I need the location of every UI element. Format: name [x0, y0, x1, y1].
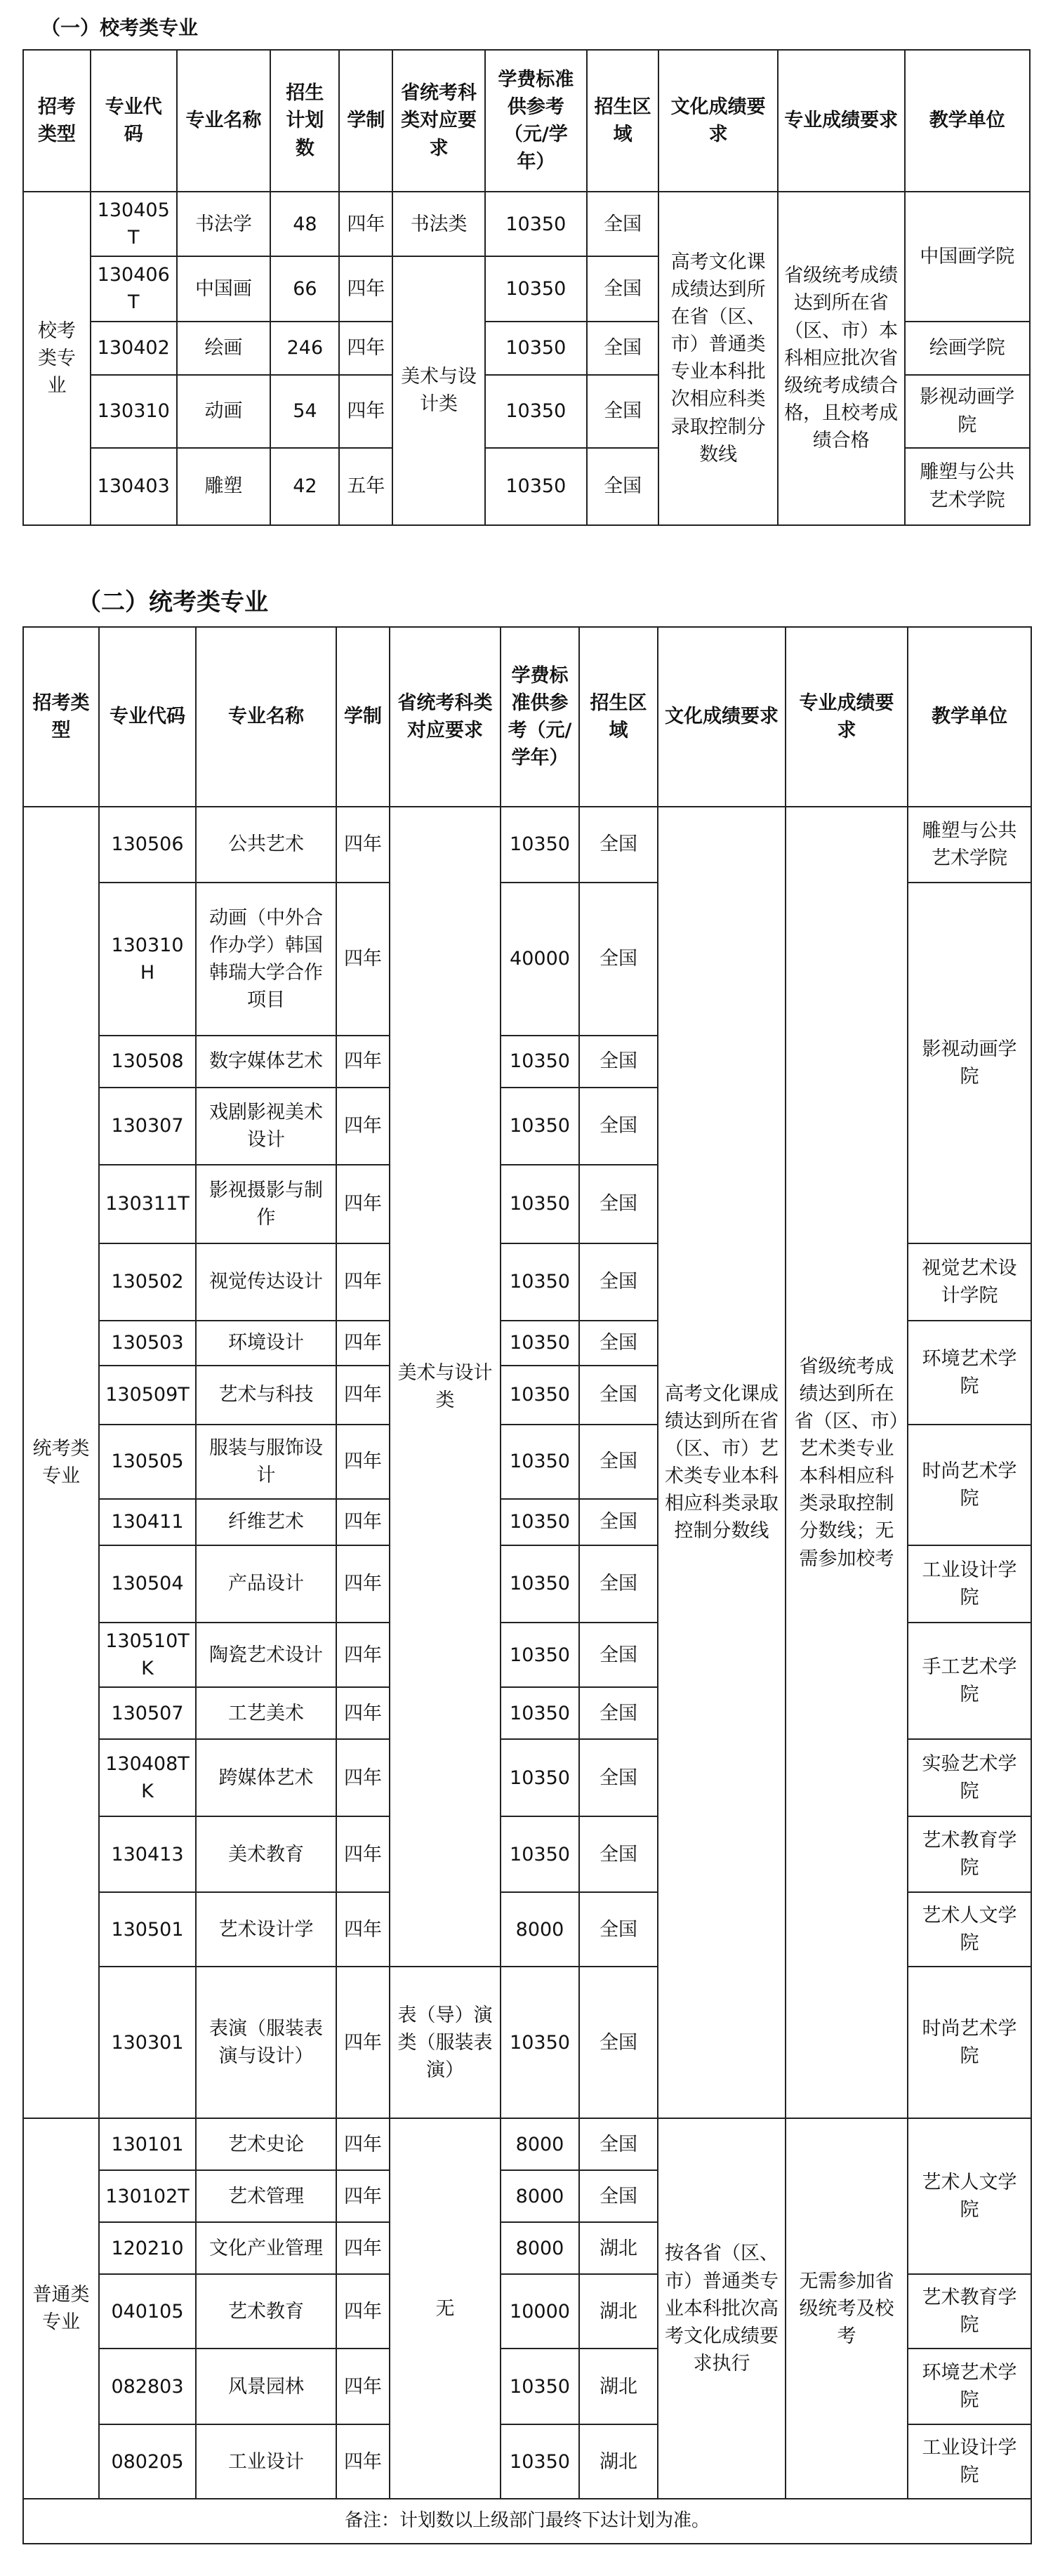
area-cell: 全国 [579, 1321, 658, 1366]
years-cell: 四年 [339, 192, 392, 256]
area-cell: 全国 [587, 375, 659, 448]
fee-cell: 10350 [501, 1623, 579, 1687]
plan-cell: 54 [270, 375, 339, 448]
fee-cell: 8000 [501, 2222, 579, 2274]
unit-cell: 工业设计学院 [908, 2424, 1031, 2499]
col-header: 专业成绩要求 [778, 50, 905, 192]
code-cell: 130510TK [99, 1623, 196, 1687]
area-cell: 全国 [579, 1243, 658, 1321]
fee-cell: 10350 [485, 322, 587, 375]
code-cell: 130411 [99, 1499, 196, 1545]
fee-cell: 10350 [501, 1816, 579, 1892]
years-cell: 四年 [339, 256, 392, 321]
col-header: 专业成绩要求 [786, 627, 908, 807]
header-row [23, 50, 1030, 192]
unit-cell: 雕塑与公共艺术学院 [908, 807, 1031, 883]
code-cell: 130307 [99, 1088, 196, 1165]
fee-cell: 10350 [501, 1425, 579, 1499]
area-cell: 全国 [579, 1545, 658, 1623]
unit-cell: 环境艺术学院 [908, 1321, 1031, 1425]
years-cell: 四年 [336, 2274, 390, 2349]
code-cell: 130405T [91, 192, 177, 256]
group-cell: 校考类专业 [23, 192, 91, 525]
fee-cell: 10350 [501, 1036, 579, 1088]
header-row [23, 627, 1031, 807]
years-cell: 四年 [336, 2170, 390, 2222]
col-header: 专业名称 [177, 50, 271, 192]
name-cell: 书法学 [177, 192, 271, 256]
area-cell: 全国 [579, 807, 658, 883]
years-cell: 四年 [336, 1499, 390, 1545]
name-cell: 跨媒体艺术 [196, 1739, 336, 1816]
unit-cell: 手工艺术学院 [908, 1623, 1031, 1739]
col-header: 专业代码 [99, 627, 196, 807]
area-cell: 全国 [579, 1425, 658, 1499]
note-row [23, 2499, 1031, 2544]
col-header: 招生计划数 [270, 50, 339, 192]
name-cell: 艺术设计学 [196, 1892, 336, 1967]
col-header: 招考类型 [23, 50, 91, 192]
unit-cell: 艺术教育学院 [908, 2274, 1031, 2349]
fee-cell: 40000 [501, 883, 579, 1036]
fee-cell: 10350 [485, 375, 587, 448]
unit-cell: 雕塑与公共艺术学院 [905, 448, 1030, 525]
code-cell: 130504 [99, 1545, 196, 1623]
name-cell: 影视摄影与制作 [196, 1165, 336, 1243]
code-cell: 130509T [99, 1366, 196, 1425]
col-header: 专业代码 [91, 50, 177, 192]
col-header: 教学单位 [908, 627, 1031, 807]
years-cell: 四年 [336, 1165, 390, 1243]
major-req-cell: 无需参加省级统考及校考 [786, 2118, 908, 2499]
unit-cell: 艺术人文学院 [908, 2118, 1031, 2274]
unit-cell: 工业设计学院 [908, 1545, 1031, 1623]
fee-cell: 10000 [501, 2274, 579, 2349]
col-header: 省统考科类对应要求 [392, 50, 485, 192]
area-cell: 全国 [587, 448, 659, 525]
unit-cell: 实验艺术学院 [908, 1739, 1031, 1816]
section-2-title: （二）统考类专业 [77, 588, 268, 616]
area-cell: 全国 [579, 2170, 658, 2222]
code-cell: 130402 [91, 322, 177, 375]
area-cell: 全国 [579, 2118, 658, 2170]
subject-cell: 美术与设计类 [390, 807, 501, 1967]
years-cell: 四年 [336, 1623, 390, 1687]
years-cell: 五年 [339, 448, 392, 525]
unit-cell: 时尚艺术学院 [908, 1425, 1031, 1545]
name-cell: 文化产业管理 [196, 2222, 336, 2274]
code-cell: 130310 [91, 375, 177, 448]
plan-cell: 48 [270, 192, 339, 256]
col-header: 教学单位 [905, 50, 1030, 192]
years-cell: 四年 [336, 1321, 390, 1366]
plan-cell: 66 [270, 256, 339, 321]
years-cell: 四年 [336, 807, 390, 883]
col-header: 文化成绩要求 [658, 627, 786, 807]
years-cell: 四年 [336, 1243, 390, 1321]
col-header: 招考类型 [23, 627, 99, 807]
unit-cell: 视觉艺术设计学院 [908, 1243, 1031, 1321]
fee-cell: 10350 [485, 192, 587, 256]
years-cell: 四年 [339, 322, 392, 375]
area-cell: 全国 [579, 1499, 658, 1545]
name-cell: 纤维艺术 [196, 1499, 336, 1545]
fee-cell: 10350 [501, 1165, 579, 1243]
name-cell: 艺术管理 [196, 2170, 336, 2222]
fee-cell: 10350 [501, 1687, 579, 1739]
col-header: 文化成绩要求 [658, 50, 777, 192]
col-header: 省统考科类对应要求 [390, 627, 501, 807]
name-cell: 陶瓷艺术设计 [196, 1623, 336, 1687]
name-cell: 艺术与科技 [196, 1366, 336, 1425]
culture-req-cell: 按各省（区、市）普通类专业本科批次高考文化成绩要求执行 [658, 2118, 786, 2499]
fee-cell: 10350 [501, 807, 579, 883]
col-header: 学费标准供参考（元/学年） [485, 50, 587, 192]
code-cell: 130301 [99, 1967, 196, 2118]
name-cell: 动画 [177, 375, 271, 448]
fee-cell: 10350 [485, 448, 587, 525]
years-cell: 四年 [336, 2118, 390, 2170]
name-cell: 戏剧影视美术设计 [196, 1088, 336, 1165]
area-cell: 全国 [579, 1036, 658, 1088]
area-cell: 全国 [579, 1892, 658, 1967]
name-cell: 工艺美术 [196, 1687, 336, 1739]
code-cell: 130501 [99, 1892, 196, 1967]
unit-cell: 时尚艺术学院 [908, 1967, 1031, 2118]
name-cell: 环境设计 [196, 1321, 336, 1366]
col-header: 招生区域 [579, 627, 658, 807]
code-cell: 130102T [99, 2170, 196, 2222]
code-cell: 130505 [99, 1425, 196, 1499]
code-cell: 130406T [91, 256, 177, 321]
unit-cell: 艺术教育学院 [908, 1816, 1031, 1892]
area-cell: 全国 [579, 883, 658, 1036]
code-cell: 130502 [99, 1243, 196, 1321]
name-cell: 产品设计 [196, 1545, 336, 1623]
code-cell: 130408TK [99, 1739, 196, 1816]
col-header: 学费标准供参考（元/学年） [501, 627, 579, 807]
fee-cell: 10350 [485, 256, 587, 321]
years-cell: 四年 [336, 883, 390, 1036]
area-cell: 湖北 [579, 2274, 658, 2349]
group-cell: 统考类专业 [23, 807, 99, 2118]
name-cell: 艺术史论 [196, 2118, 336, 2170]
code-cell: 130508 [99, 1036, 196, 1088]
fee-cell: 10350 [501, 1088, 579, 1165]
subject-cell: 无 [390, 2118, 501, 2499]
fee-cell: 8000 [501, 2170, 579, 2222]
name-cell: 表演（服装表演与设计） [196, 1967, 336, 2118]
name-cell: 艺术教育 [196, 2274, 336, 2349]
unit-cell: 影视动画学院 [905, 375, 1030, 448]
years-cell: 四年 [336, 2424, 390, 2499]
years-cell: 四年 [336, 2222, 390, 2274]
major-req-cell: 省级统考成绩达到所在省（区、市）本科相应批次省级统考成绩合格，且校考成绩合格 [778, 192, 905, 525]
footnote: 备注：计划数以上级部门最终下达计划为准。 [23, 2499, 1031, 2544]
unit-cell: 环境艺术学院 [908, 2349, 1031, 2424]
area-cell: 全国 [579, 1739, 658, 1816]
area-cell: 全国 [579, 1088, 658, 1165]
years-cell: 四年 [336, 1425, 390, 1499]
years-cell: 四年 [336, 1892, 390, 1967]
years-cell: 四年 [336, 1687, 390, 1739]
fee-cell: 10350 [501, 1243, 579, 1321]
name-cell: 雕塑 [177, 448, 271, 525]
code-cell: 082803 [99, 2349, 196, 2424]
area-cell: 全国 [587, 256, 659, 321]
culture-req-cell: 高考文化课成绩达到所在省（区、市）艺术类专业本科相应科类录取控制分数线 [658, 807, 786, 2118]
years-cell: 四年 [336, 1366, 390, 1425]
subject-cell: 书法类 [392, 192, 485, 256]
fee-cell: 10350 [501, 1739, 579, 1816]
school-exam-table [22, 49, 1031, 526]
years-cell: 四年 [336, 1816, 390, 1892]
table-row [23, 2118, 1031, 2170]
area-cell: 全国 [579, 1165, 658, 1243]
code-cell: 130507 [99, 1687, 196, 1739]
name-cell: 美术教育 [196, 1816, 336, 1892]
fee-cell: 8000 [501, 1892, 579, 1967]
area-cell: 湖北 [579, 2349, 658, 2424]
fee-cell: 8000 [501, 2118, 579, 2170]
code-cell: 120210 [99, 2222, 196, 2274]
table-row [23, 807, 1031, 883]
fee-cell: 10350 [501, 1321, 579, 1366]
years-cell: 四年 [336, 1088, 390, 1165]
code-cell: 080205 [99, 2424, 196, 2499]
area-cell: 全国 [579, 1366, 658, 1425]
fee-cell: 10350 [501, 1499, 579, 1545]
years-cell: 四年 [336, 1739, 390, 1816]
fee-cell: 10350 [501, 1545, 579, 1623]
name-cell: 视觉传达设计 [196, 1243, 336, 1321]
unit-cell: 影视动画学院 [908, 883, 1031, 1243]
unified-exam-table [22, 626, 1032, 2544]
section-1-title: （一）校考类专业 [41, 16, 199, 39]
code-cell: 130101 [99, 2118, 196, 2170]
col-header: 学制 [339, 50, 392, 192]
name-cell: 动画（中外合作办学）韩国韩瑞大学合作项目 [196, 883, 336, 1036]
fee-cell: 10350 [501, 1967, 579, 2118]
name-cell: 服装与服饰设计 [196, 1425, 336, 1499]
name-cell: 绘画 [177, 322, 271, 375]
culture-req-cell: 高考文化课成绩达到所在省（区、市）普通类专业本科批次相应科类录取控制分数线 [658, 192, 777, 525]
name-cell: 公共艺术 [196, 807, 336, 883]
code-cell: 130311T [99, 1165, 196, 1243]
area-cell: 全国 [587, 322, 659, 375]
code-cell: 130503 [99, 1321, 196, 1366]
unit-cell: 艺术人文学院 [908, 1892, 1031, 1967]
years-cell: 四年 [336, 1545, 390, 1623]
col-header: 学制 [336, 627, 390, 807]
plan-cell: 42 [270, 448, 339, 525]
unit-cell: 中国画学院 [905, 192, 1030, 322]
major-req-cell: 省级统考成绩达到所在省（区、市）艺术类专业本科相应科类录取控制分数线；无需参加校考 [786, 807, 908, 2118]
area-cell: 全国 [579, 1967, 658, 2118]
col-header: 招生区域 [587, 50, 659, 192]
group-cell: 普通类专业 [23, 2118, 99, 2499]
fee-cell: 10350 [501, 1366, 579, 1425]
fee-cell: 10350 [501, 2349, 579, 2424]
code-cell: 130413 [99, 1816, 196, 1892]
years-cell: 四年 [336, 1036, 390, 1088]
fee-cell: 10350 [501, 2424, 579, 2499]
area-cell: 湖北 [579, 2424, 658, 2499]
subject-cell: 表（导）演类（服装表演） [390, 1967, 501, 2118]
code-cell: 130506 [99, 807, 196, 883]
name-cell: 数字媒体艺术 [196, 1036, 336, 1088]
unit-cell: 绘画学院 [905, 322, 1030, 375]
name-cell: 风景园林 [196, 2349, 336, 2424]
years-cell: 四年 [336, 2349, 390, 2424]
area-cell: 全国 [579, 1816, 658, 1892]
years-cell: 四年 [339, 375, 392, 448]
plan-cell: 246 [270, 322, 339, 375]
area-cell: 全国 [587, 192, 659, 256]
name-cell: 工业设计 [196, 2424, 336, 2499]
code-cell: 130403 [91, 448, 177, 525]
table-row [23, 192, 1030, 256]
area-cell: 湖北 [579, 2222, 658, 2274]
code-cell: 040105 [99, 2274, 196, 2349]
area-cell: 全国 [579, 1623, 658, 1687]
code-cell: 130310H [99, 883, 196, 1036]
col-header: 专业名称 [196, 627, 336, 807]
years-cell: 四年 [336, 1967, 390, 2118]
name-cell: 中国画 [177, 256, 271, 321]
subject-cell: 美术与设计类 [392, 256, 485, 524]
area-cell: 全国 [579, 1687, 658, 1739]
